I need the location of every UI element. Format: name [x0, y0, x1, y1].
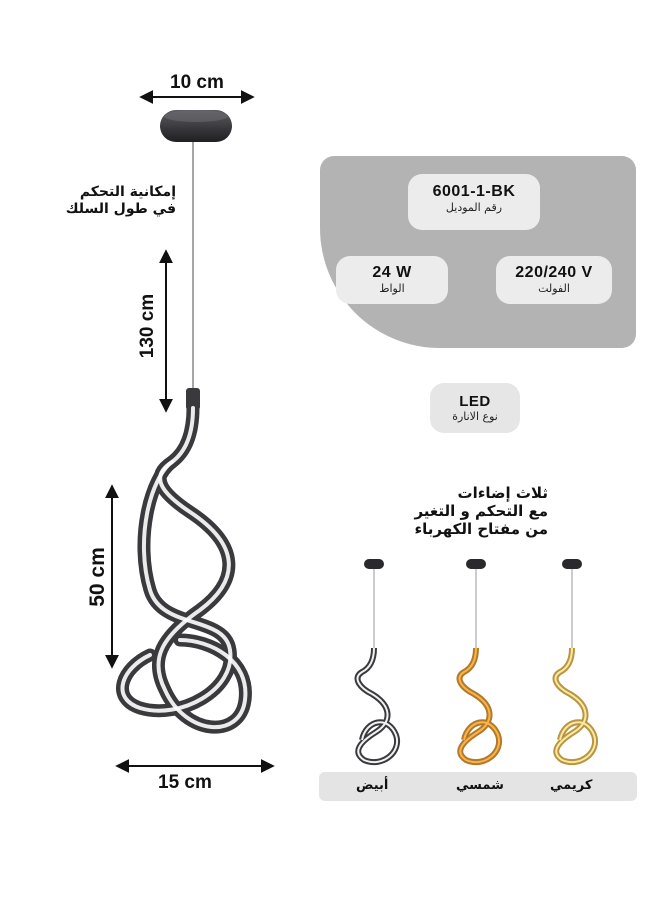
model-value: 6001-1-BK: [432, 183, 516, 200]
voltage-value: 220/240 V: [515, 264, 593, 281]
variant-lamp-cream: [555, 559, 595, 762]
width-label: 10 cm: [170, 72, 224, 93]
light-type-value: LED: [459, 393, 491, 410]
cable-note-line1: إمكانية التحكم: [79, 184, 176, 200]
cable-note-line2: في طول السلك: [65, 201, 176, 217]
variant-label-white: أبيض: [356, 778, 389, 793]
model-label: رقم الموديل: [445, 201, 503, 214]
voltage-label: الفولت: [538, 282, 570, 295]
bottom-width-label: 15 cm: [158, 772, 212, 793]
light-type-label: نوع الانارة: [452, 410, 498, 423]
feature-note-line2: مع التحكم و التغير: [414, 502, 548, 520]
variant-label-sun: شمسي: [456, 778, 504, 793]
variant-label-cream: كريمي: [550, 778, 593, 793]
power-value: 24 W: [372, 264, 412, 281]
cable-length-label: 130 cm: [137, 293, 158, 359]
variant-lamp-sun: [459, 559, 499, 762]
feature-note-line1: ثلاث إضاءات: [457, 484, 548, 502]
height-label: 50 cm: [86, 547, 109, 607]
power-label: الواط: [379, 282, 405, 295]
variant-lamp-white: [357, 559, 397, 762]
feature-note-line3: من مفتاح الكهرباء: [414, 520, 548, 538]
